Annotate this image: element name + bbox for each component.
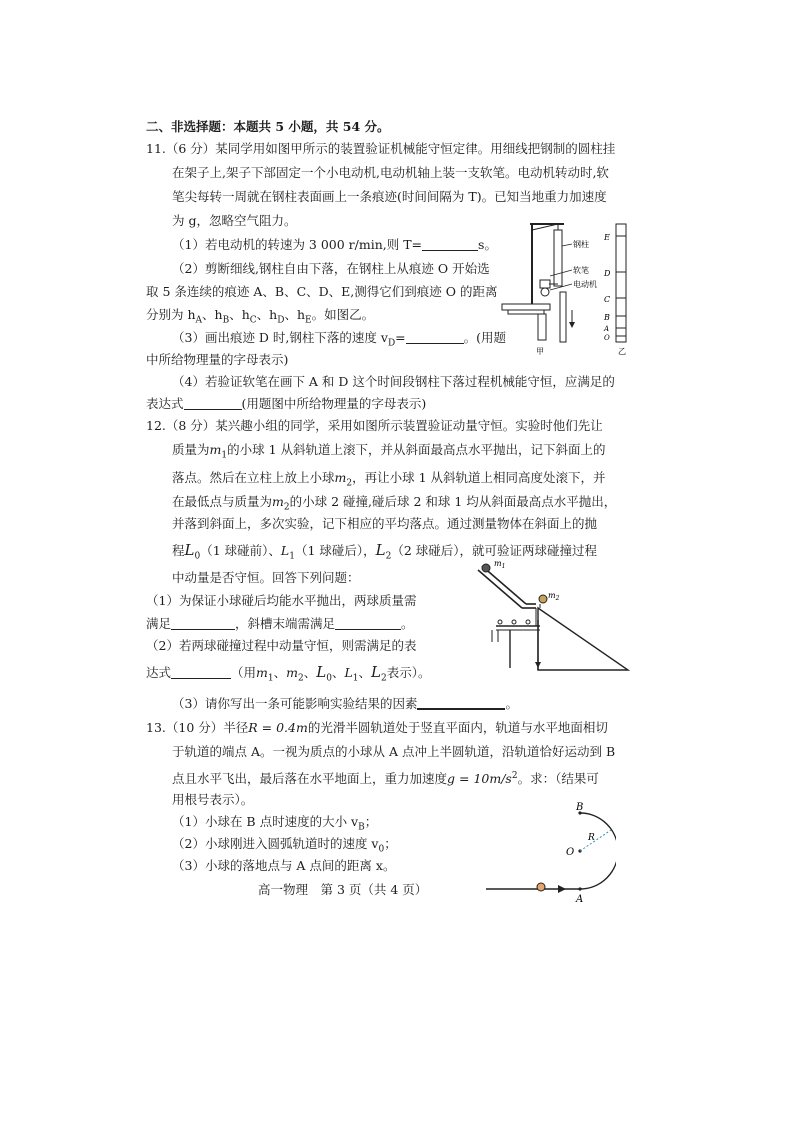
q13-fig-label-a: A [576, 894, 584, 905]
q11-fig-label-pen: 软笔 [573, 266, 589, 275]
q13-fig-label-o: O [566, 847, 575, 858]
q12-stem-line3: 落点。然后在立柱上放上小球$m_2$，再让小球 1 从斜轨道上相同高度处滚下，并 [172, 470, 606, 489]
q11-part3-line1: （3）画出痕迹 D 时,钢柱下落的速度 $v_D=$ 。(用题 [172, 330, 507, 349]
q12-stem-line1: 12.（8 分）某兴趣小组的同学，采用如图所示装置验证动量守恒。实验时他们先让 [146, 418, 603, 433]
q11-fig-mark-b: B [604, 313, 610, 322]
q12-part2-line2: 达式 （用$m_1$、$m_2$、$L_0$、$L_1$、$L_2$表示）。 [146, 663, 431, 684]
q11-fig-mark-d: D [604, 269, 611, 278]
q13-part3: （3）小球的落地点与 A 点间的距离 x。 [172, 858, 396, 873]
q11-fig-mark-a: A [604, 325, 610, 333]
q12-stem-line2: 质量为$m_1$的小球 1 从斜轨道上滚下，并从斜面最高点水平抛出，记下斜面上的 [172, 442, 606, 461]
q11-part2-line2: 取 5 条连续的痕迹 A、B、C、D、E,测得它们到痕迹 O 的距离 [146, 284, 498, 299]
q13-part2: （2）小球刚进入圆弧轨道时的速度 $v_0$； [172, 836, 397, 855]
q12-part3: （3）请你写出一条可能影响实验结果的因素 。 [172, 696, 518, 711]
q11-fig-label-column: 钢柱 [573, 240, 589, 249]
q11-fig-caption-left: 甲 [536, 347, 544, 356]
q13-semicircle-figure [486, 800, 616, 906]
q11-part2-h-label: 分别为 h [146, 307, 196, 322]
q12-part2-line1: （2）若两球碰撞过程中动量守恒，则需满足的表 [146, 638, 417, 653]
q13-part1: （1）小球在 B 点时速度的大小 $v_B$； [172, 814, 378, 833]
page-footer: 高一物理 第 3 页（共 4 页） [258, 882, 428, 897]
q12-part1-blank-mass[interactable] [171, 617, 235, 630]
q13-stem-line3: 点且水平飞出，最后落在水平地面上，重力加速度$g = 10m/s^2$。求：（结果可 [172, 771, 599, 787]
q12-fig-m2-label: $m_2$ [548, 591, 560, 602]
q12-fig-m1-label: $m_1$ [494, 559, 506, 570]
q11-fig-mark-o: O [604, 334, 610, 342]
q12-part1-blank-chute[interactable] [335, 617, 401, 630]
q11-part4-answer-blank[interactable] [184, 397, 242, 410]
q13-fig-label-r: R [588, 833, 595, 843]
q11-part3-answer-blank[interactable] [406, 331, 464, 344]
q12-part2-answer-blank[interactable] [171, 666, 231, 679]
q11-stem-line3: 笔尖每转一周就在钢柱表面画上一条痕迹(时间间隔为 T)。已知当地重力加速度 [172, 189, 607, 204]
q11-fig-mark-e: E [604, 233, 610, 242]
q11-stem-line4: 为 g，忽略空气阻力。 [172, 213, 297, 228]
section-title: 二、非选择题：本题共 5 小题，共 54 分。 [146, 119, 390, 134]
q11-apparatus-figure [500, 218, 632, 358]
q12-stem-line5: 并落到斜面上，多次实验，记下相应的平均落点。通过测量物体在斜面上的抛 [172, 516, 598, 531]
q12-stem-line7: 中动量是否守恒。回答下列问题： [172, 570, 360, 585]
q11-part1 [172, 237, 497, 253]
q11-part1-text: （1）若电动机的转速为 3 000 r/min,则 T= [172, 237, 423, 252]
q11-part2-line3: 分别为 $h_A$、$h_B$、$h_C$、$h_D$、$h_E$。如图乙。 [146, 307, 375, 326]
q12-stem-line4: 在最低点与质量为$m_2$的小球 2 碰撞,碰后球 2 和球 1 均从斜面最高点水平抛出， [172, 494, 617, 513]
q12-part1-line1: （1）为保证小球碰后均能水平抛出，两球质量需 [146, 593, 417, 608]
q11-part4-line1: （4）若验证软笔在画下 A 和 D 这个时间段钢柱下落过程机械能守恒，应满足的 [172, 374, 615, 389]
q11-part3-line2: 中所给物理量的字母表示) [146, 352, 289, 367]
q11-fig-mark-c: C [604, 295, 611, 304]
q12-apparatus-figure [470, 558, 635, 676]
q11-part2-line1: （2）剪断细线,钢柱自由下落，在钢柱上从痕迹 O 开始选 [172, 261, 490, 276]
q13-stem-line4: 用根号表示）。 [172, 792, 254, 807]
q11-part4-line2: 表达式 (用题图中所给物理量的字母表示) [146, 396, 427, 411]
q11-part1-unit: s。 [478, 237, 497, 252]
q11-stem-line2: 在架子上,架子下部固定一个小电动机,电动机轴上装一支软笔。电动机转动时,软 [172, 165, 609, 180]
q11-fig-caption-right: 乙 [618, 347, 626, 356]
q12-part1-line2: 满足 ，斜槽末端需满足 。 [146, 616, 414, 631]
q13-fig-label-b: B [576, 802, 584, 813]
q11-fig-label-motor: 电动机 [573, 280, 597, 289]
q12-part3-answer-blank[interactable] [417, 696, 505, 710]
q13-stem-line1: 13.（10 分）半径R = 0.4m的光滑半圆轨道处于竖直平面内，轨道与水平地面相切 [146, 720, 608, 735]
q11-stem-line1: 11.（6 分）某同学用如图甲所示的装置验证机械能守恒定律。用细线把钢制的圆柱挂 [146, 141, 616, 156]
q13-stem-line2: 于轨道的端点 A。一视为质点的小球从 A 点冲上半圆轨道，沿轨道恰好运动到 B [172, 744, 616, 759]
q12-stem-line6: 程$L_0(1$ 球碰前）、$L_1(1$ 球碰后），$L_2(2$ 球碰后），就可验证两球碰撞过程 [172, 541, 598, 562]
q11-part1-answer-blank[interactable] [422, 238, 478, 251]
